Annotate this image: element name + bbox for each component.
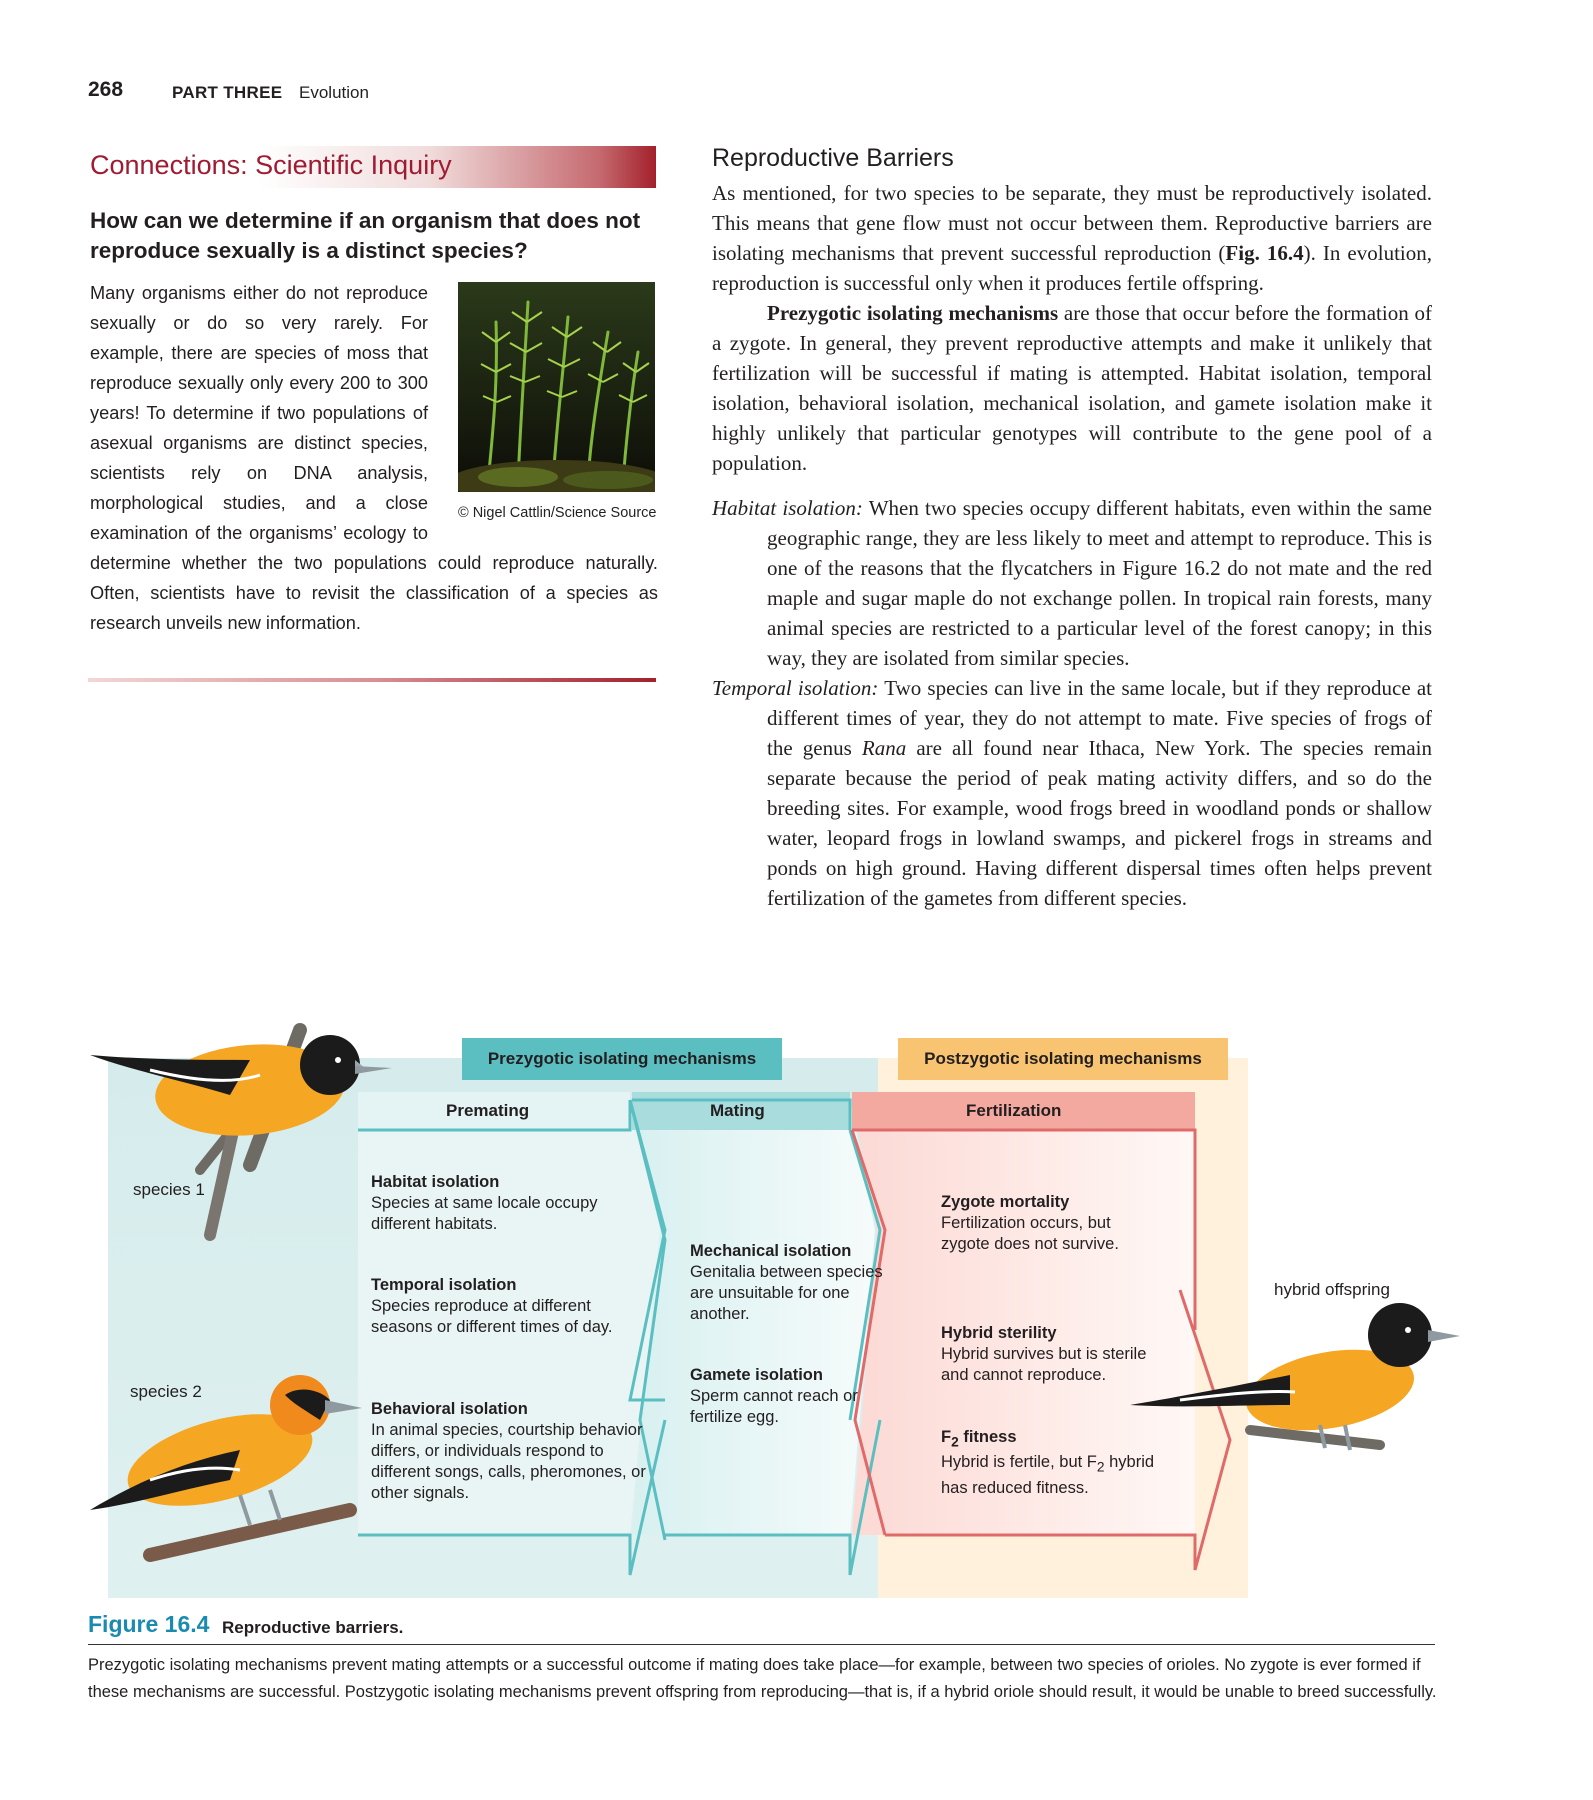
f2-fitness-text: Hybrid is fertile, but $F_2$ hybrid has reduced fitness. — [941, 1453, 1155, 1497]
figure-caption-label: Figure 16.4 — [88, 1611, 210, 1637]
f2-fitness-box — [941, 1427, 1181, 1499]
premating-label: Premating — [446, 1101, 530, 1120]
zygote-mortality-title: Zygote mortality — [941, 1193, 1070, 1211]
section-body — [712, 178, 1432, 913]
gamete-isolation-title: Gamete isolation — [690, 1366, 823, 1384]
hybrid-offspring-label: hybrid offspring — [1274, 1280, 1390, 1299]
part-label: PART THREE — [172, 83, 283, 102]
mechanical-isolation-box — [690, 1241, 890, 1325]
postzygotic-tab-label: Postzygotic isolating mechanisms — [924, 1049, 1202, 1068]
zygote-mortality-text: Fertilization occurs, but zygote does not survive. — [941, 1214, 1119, 1253]
temporal-paragraph: Temporal isolation: Two species can live in the same locale, but if they reproduce at different times of year, they do not attempt to mate. Five species of frogs of the genus Rana are all found near Ithaca, New York. The species remain separate because the period of peak mating activity differs, and so do the breeding sites. For example, wood frogs breed in woodland ponds or shallow water, leopard frogs in lowland swamps, and pickerel frogs in streams and ponds on high ground. Having different dispersal times often helps prevent fertilization of the gametes from different species. — [712, 676, 1432, 910]
habitat-term: Habitat isolation: — [712, 496, 863, 520]
figure-reference: Fig. 16.4 — [1225, 241, 1304, 265]
gamete-isolation-text: Sperm cannot reach or fertilize egg. — [690, 1387, 858, 1426]
mechanical-isolation-text: Genitalia between species are unsuitable for one another. — [690, 1263, 883, 1323]
behavioral-isolation-title: Behavioral isolation — [371, 1400, 528, 1418]
connections-body — [90, 278, 658, 638]
species-1-label: species 1 — [133, 1180, 205, 1199]
temporal-isolation-title: Temporal isolation — [371, 1276, 517, 1294]
hybrid-sterility-text: Hybrid survives but is sterile and cannot reproduce. — [941, 1345, 1147, 1384]
moss-photo — [458, 282, 655, 492]
temporal-isolation-text: Species reproduce at different seasons or different times of day. — [371, 1297, 613, 1336]
species-2-label: species 2 — [130, 1382, 202, 1401]
genus-name: Rana — [861, 736, 907, 760]
temporal-term: Temporal isolation: — [712, 676, 879, 700]
hybrid-sterility-title: Hybrid sterility — [941, 1324, 1057, 1342]
part-title: Evolution — [299, 83, 369, 102]
connections-question: How can we determine if an organism that does not reproduce sexually is a distinct species? — [90, 208, 641, 263]
figure-16-4 — [0, 1000, 1593, 1620]
paragraph-2: Prezygotic isolating mechanisms are those that occur before the formation of a zygote. In general, they prevent reproductive attempts and make it unlikely that fertilization will be successful if mating is attempted. Habitat isolation, temporal isolation, behavioral isolation, mechanical isolation, and gamete isolation make it highly unlikely that particular genotypes will contribute to the gene pool of a population. — [712, 301, 1432, 475]
behavioral-isolation-box — [371, 1399, 646, 1504]
photo-credit: © Nigel Cattlin/Science Source — [458, 505, 657, 521]
zygote-mortality-box — [941, 1192, 1161, 1255]
page-number: 268 — [88, 78, 124, 101]
habitat-isolation-title: Habitat isolation — [371, 1173, 500, 1191]
habitat-paragraph: Habitat isolation: When two species occupy different habitats, even within the same geographic range, they are less likely to meet and attempt to reproduce. This is one of the reasons that the flycatchers in Figure 16.2 do not mate and the red maple and sugar maple do not exchange pollen. In tropical rain forests, many animal species are restricted to a particular level of the forest canopy; in this way, they are isolated from similar species. — [712, 496, 1432, 670]
mating-label: Mating — [710, 1101, 765, 1120]
hybrid-sterility-box — [941, 1323, 1171, 1386]
moss-figure — [458, 282, 658, 540]
key-term: Prezygotic isolating mechanisms — [767, 301, 1059, 325]
connections-bottom-rule — [88, 678, 656, 682]
gamete-isolation-box — [690, 1365, 890, 1428]
habitat-isolation-text: Species at same locale occupy different habitats. — [371, 1194, 598, 1233]
connections-title: Connections: Scientific Inquiry — [90, 150, 452, 180]
mechanical-isolation-title: Mechanical isolation — [690, 1242, 852, 1260]
figure-caption-title: Reproductive barriers. — [222, 1618, 404, 1637]
temporal-isolation-box — [371, 1275, 631, 1338]
figure-caption-body: Prezygotic isolating mechanisms prevent mating attempts or a successful outcome if mating does take place—for example, between two species of orioles. No zygote is ever formed if these mechanisms are successful. Postzygotic isolating mechanisms prevent offspring from reproducing—that is, if a hybrid oriole should result, it would be unable to breed successfully. — [88, 1656, 1437, 1701]
caption-rule — [88, 1644, 1435, 1645]
habitat-isolation-box — [371, 1172, 631, 1235]
connections-paragraph: Many organisms either do not reproduce sexually or do so very rarely. For example, there are species of moss that reproduce sexually only every 200 to 300 years! To determine if two populations of asexual organisms are distinct species, scientists rely on DNA analysis, morphological studies, and a close examination of the organisms’ ecology to determine whether the two populations could reproduce naturally. Often, scientists have to revisit the classification of a species as research unveils new information. — [90, 283, 658, 633]
behavioral-isolation-text: In animal species, courtship behavior differs, or individuals respond to different songs, calls, pheromones, or other signals. — [371, 1421, 646, 1502]
section-heading: Reproductive Barriers — [712, 144, 954, 172]
paragraph-1: As mentioned, for two species to be separate, they must be reproductively isolated. This means that gene flow must not occur between them. Reproductive barriers are isolating mechanisms that prevent successful reproduction (Fig. 16.4). In evolution, reproduction is successful only when it produces fertile offspring. — [712, 181, 1432, 295]
fertilization-label: Fertilization — [966, 1101, 1062, 1120]
prezygotic-tab-label: Prezygotic isolating mechanisms — [487, 1049, 757, 1068]
f2-fitness-title: $F_2$ fitness — [941, 1428, 1017, 1450]
